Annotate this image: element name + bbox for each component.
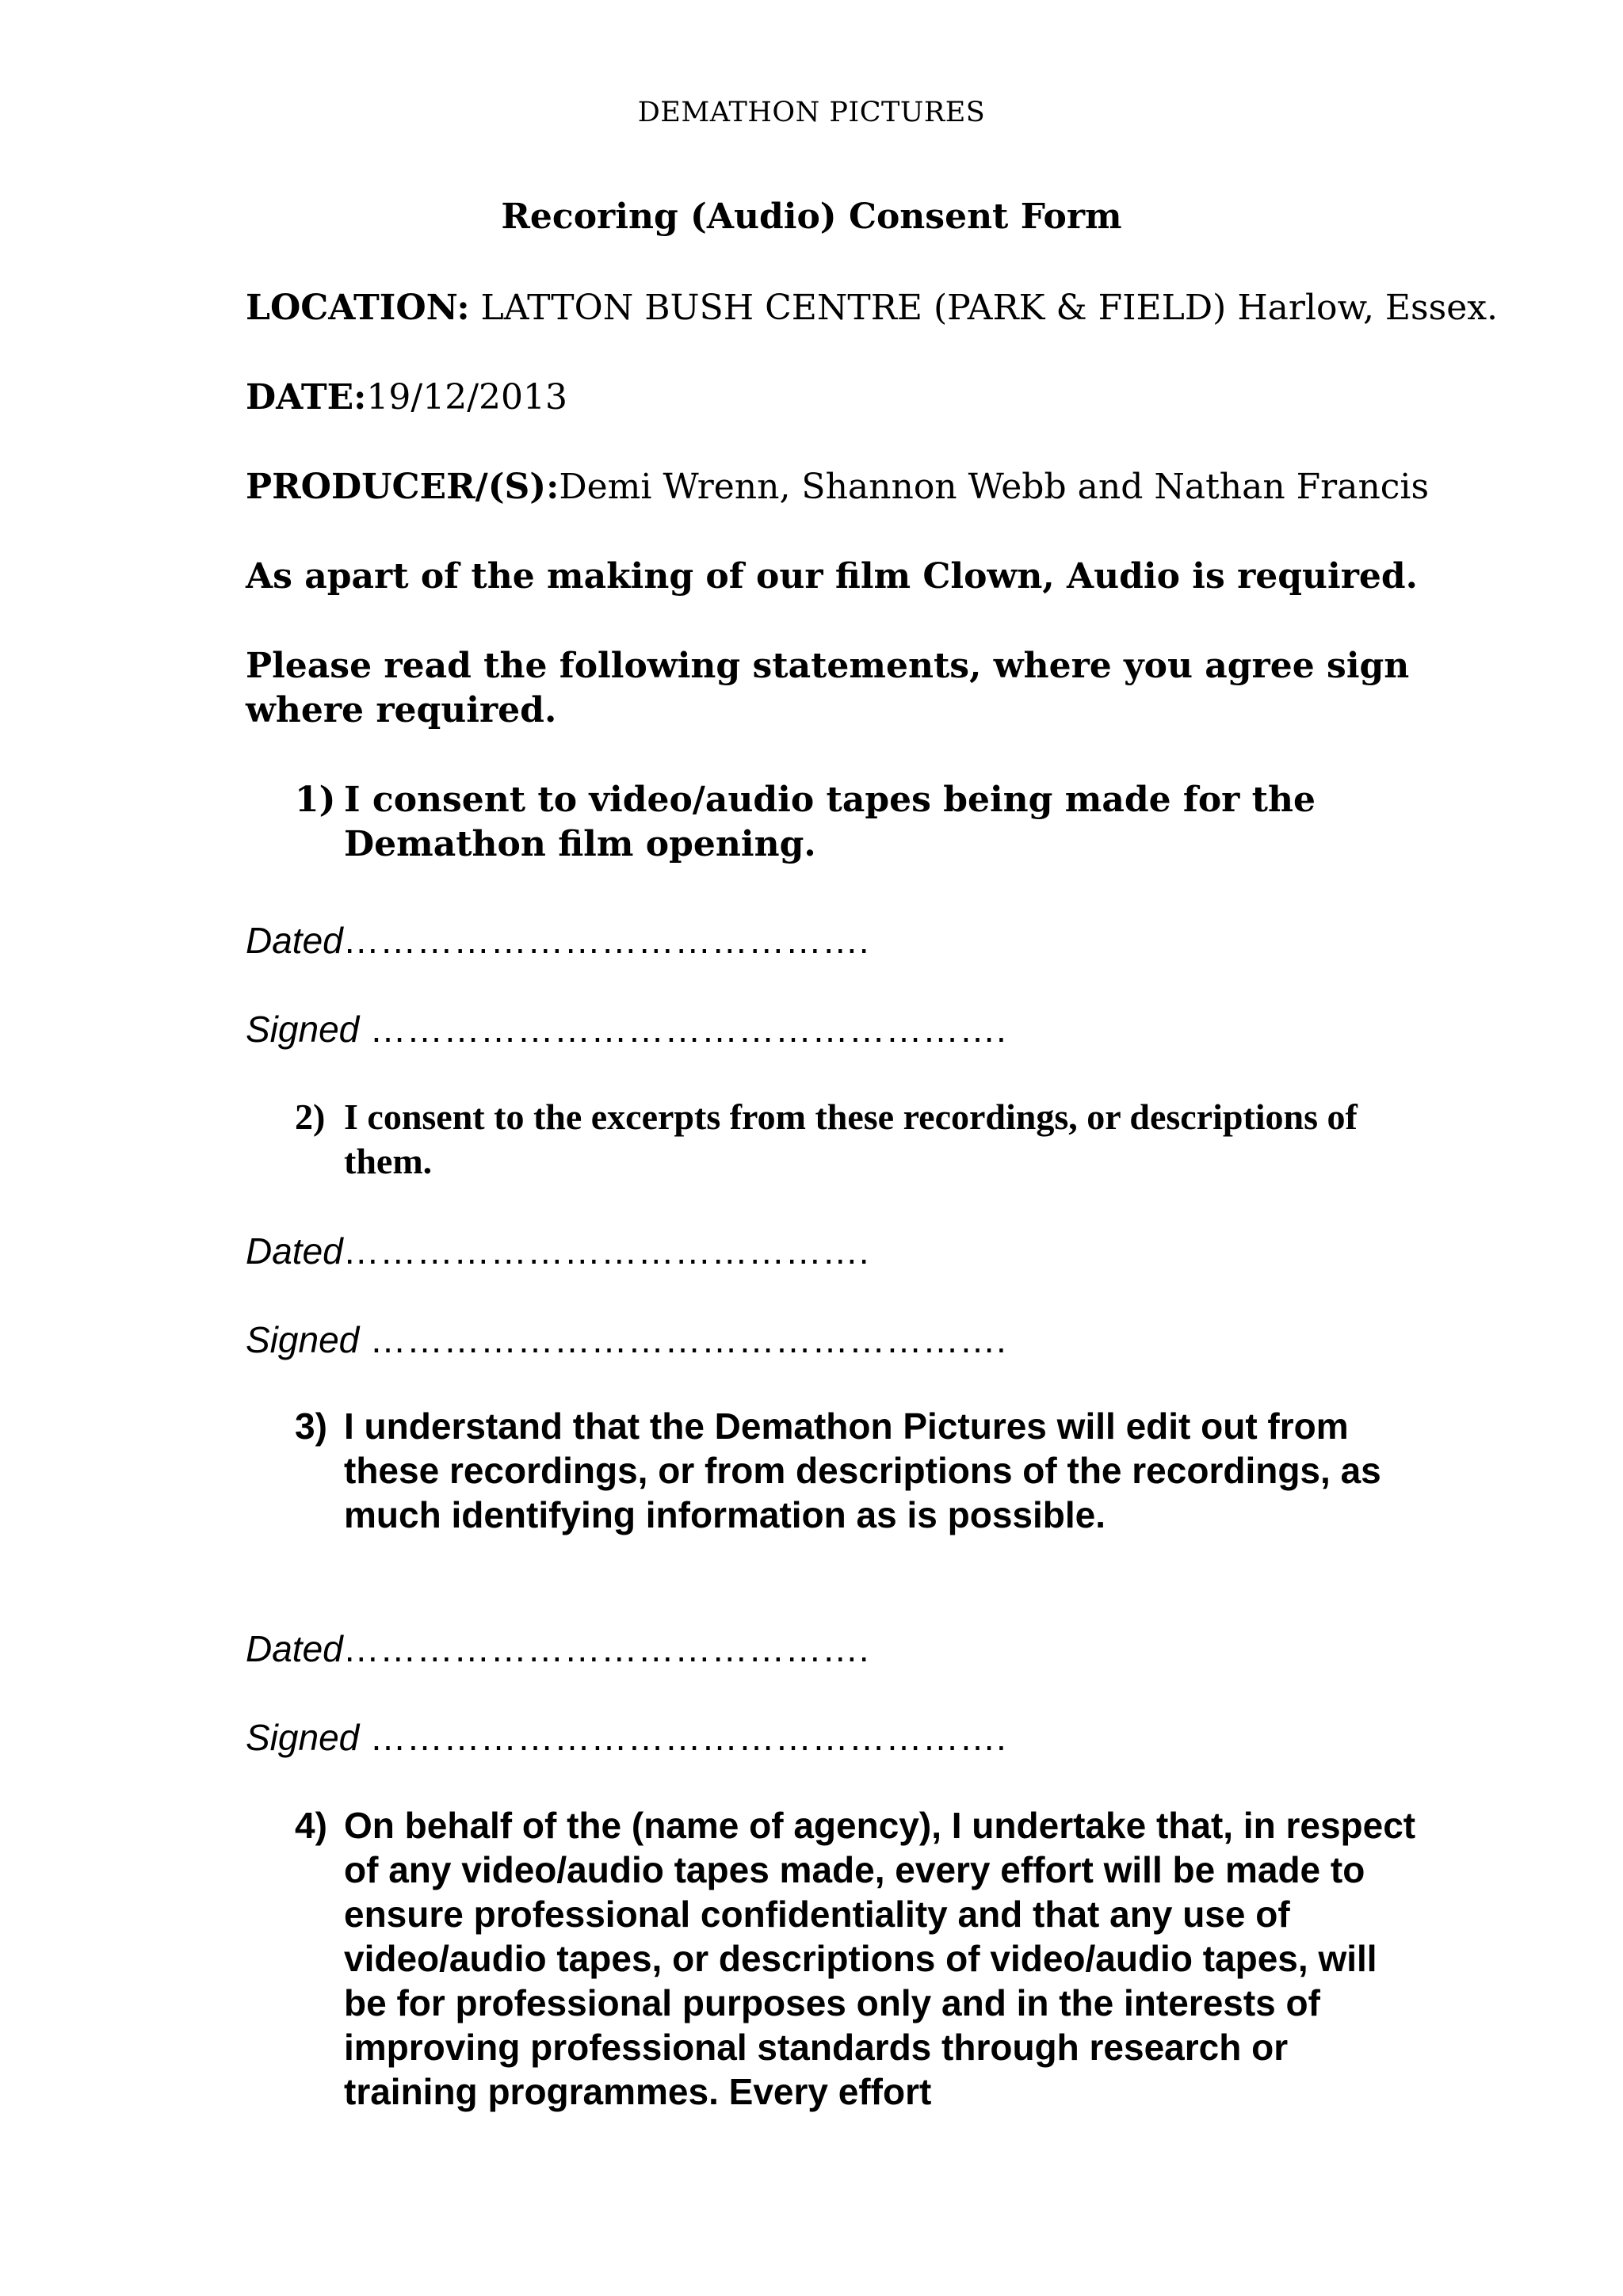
date-value: 19/12/2013 xyxy=(366,377,568,418)
location-label: LOCATION: xyxy=(246,288,470,328)
dated-line-2[interactable] xyxy=(246,1230,869,1272)
statement-text: I understand that the Demathon Pictures will edit out from these recordings, or from descriptions of the recordings, as much identifying information as is possible. xyxy=(344,1405,1381,1535)
signed-dots: ……………………………………………. xyxy=(359,1009,1007,1050)
dated-label: Dated xyxy=(246,1230,343,1272)
dated-dots: ……………………………………. xyxy=(342,1230,870,1272)
dated-dots: ……………………………………. xyxy=(342,1628,870,1669)
dated-line-3[interactable] xyxy=(246,1627,869,1670)
producers-field xyxy=(246,467,1429,507)
intro-line-1: As apart of the making of our film Clown, Audio is required. xyxy=(246,556,1418,597)
signed-label: Signed xyxy=(246,1319,360,1360)
dated-dots: ……………………………………. xyxy=(342,920,870,961)
statement-number: 1) xyxy=(295,780,336,820)
dated-line-1[interactable] xyxy=(246,919,869,962)
statement-text: On behalf of the (name of agency), I undertake that, in respect of any video/audio tapes made, every effort will be made to ensure professional confidentiality and that any use of video/audio tapes, or descriptions of video/audio tapes, will be for professional purposes only and in the interests of improving professional standards through research or training programmes. Every effort xyxy=(344,1805,1416,2112)
date-label: DATE: xyxy=(246,377,367,418)
dated-label: Dated xyxy=(246,920,343,961)
signed-label: Signed xyxy=(246,1009,360,1050)
dated-label: Dated xyxy=(246,1628,343,1669)
signed-dots: ……………………………………………. xyxy=(359,1319,1007,1360)
company-name: DEMATHON PICTURES xyxy=(637,97,986,128)
signed-dots: ……………………………………………. xyxy=(359,1717,1007,1758)
statement-number: 3) xyxy=(295,1405,327,1447)
signed-line-1[interactable] xyxy=(246,1008,1006,1051)
statement-number: 4) xyxy=(295,1805,327,1846)
location-field xyxy=(246,288,1498,328)
signed-line-3[interactable] xyxy=(246,1716,1006,1759)
signed-label: Signed xyxy=(246,1717,360,1758)
statement-text: I consent to video/audio tapes being made for the Demathon film opening. xyxy=(344,780,1316,864)
producers-value: Demi Wrenn, Shannon Webb and Nathan Francis xyxy=(559,467,1430,507)
date-field xyxy=(246,377,567,418)
location-value: LATTON BUSH CENTRE (PARK & FIELD) Harlow, Essex. xyxy=(469,288,1499,328)
producers-label: PRODUCER/(S): xyxy=(246,467,559,507)
statement-text: I consent to the excerpts from these recordings, or descriptions of them. xyxy=(344,1097,1358,1181)
signed-line-2[interactable] xyxy=(246,1318,1006,1361)
statement-number: 2) xyxy=(295,1097,326,1137)
intro-line-2: Please read the following statements, where you agree sign where required. xyxy=(246,646,1410,730)
form-title: Recoring (Audio) Consent Form xyxy=(501,196,1122,237)
